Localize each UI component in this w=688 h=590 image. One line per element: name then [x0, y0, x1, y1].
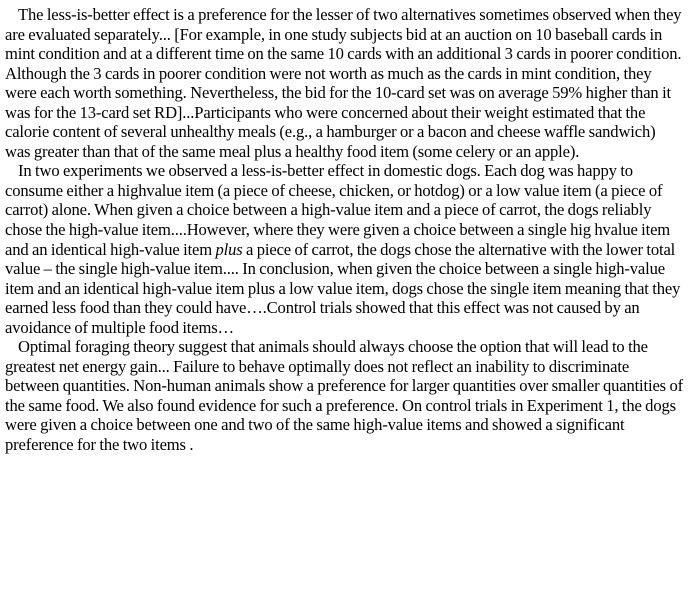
paragraph-2: [5, 161, 684, 337]
paragraph-2-italic-word: plus: [215, 239, 243, 259]
paragraph-1: [5, 5, 684, 161]
paragraph-3-text: Optimal foraging theory suggest that animals should always choose the option that will lead to the greatest net energy gain... Failure to behave optimally does not reflect an inability to discriminate between quantities. Non-human animals show a preference for larger quantities over smaller quantities of the same food. We also found evidence for such a preference. On control trials in Experiment 1, the dogs were given a choice between one and two of the same high-value items and showed a significant preference for the two items .: [5, 337, 683, 455]
paragraph-3: [5, 337, 684, 454]
paragraph-2-text-part-2: a piece of carrot, the dogs chose the alternative with the lower total value – the single high-value item.... In conclusion, when given the choice between a single high-value item and an identical high-value item plus a low value item, dogs chose the single item meaning that they earned less food than they could have….Control trials showed that this effect was not caused by an avoidance of multiple food items…: [5, 239, 681, 337]
paragraph-1-text: The less-is-better effect is a preference for the lesser of two alternatives sometimes observed when they are evaluated separately... [For example, in one study subjects bid at an auction on 10 baseball cards in mint condition and at a different time on the same 10 cards with an additional 3 cards in poorer condition. Although the 3 cards in poorer condition were not worth as much as the cards in mint condition, they were each worth something. Nevertheless, the bid for the 10-card set was on average 59% higher than it was for the 13-card set RD]...Participants who were concerned about their weight estimated that the calorie content of several unhealthy meals (e.g., a hamburger or a bacon and cheese waffle sandwich) was greater than that of the same meal plus a healthy food item (some celery or an apple).: [5, 5, 682, 161]
paragraph-2-text-part-1: In two experiments we observed a less-is-better effect in domestic dogs. Each dog was happy to consume either a highvalue item (a piece of cheese, chicken, or hotdog) or a low value item (a piece of carrot) alone. When given a choice between a high-value item and a piece of carrot, the dogs reliably chose the high-value item....However, where they were given a choice between a single hig hvalue item and an identical high-value item: [5, 161, 671, 259]
